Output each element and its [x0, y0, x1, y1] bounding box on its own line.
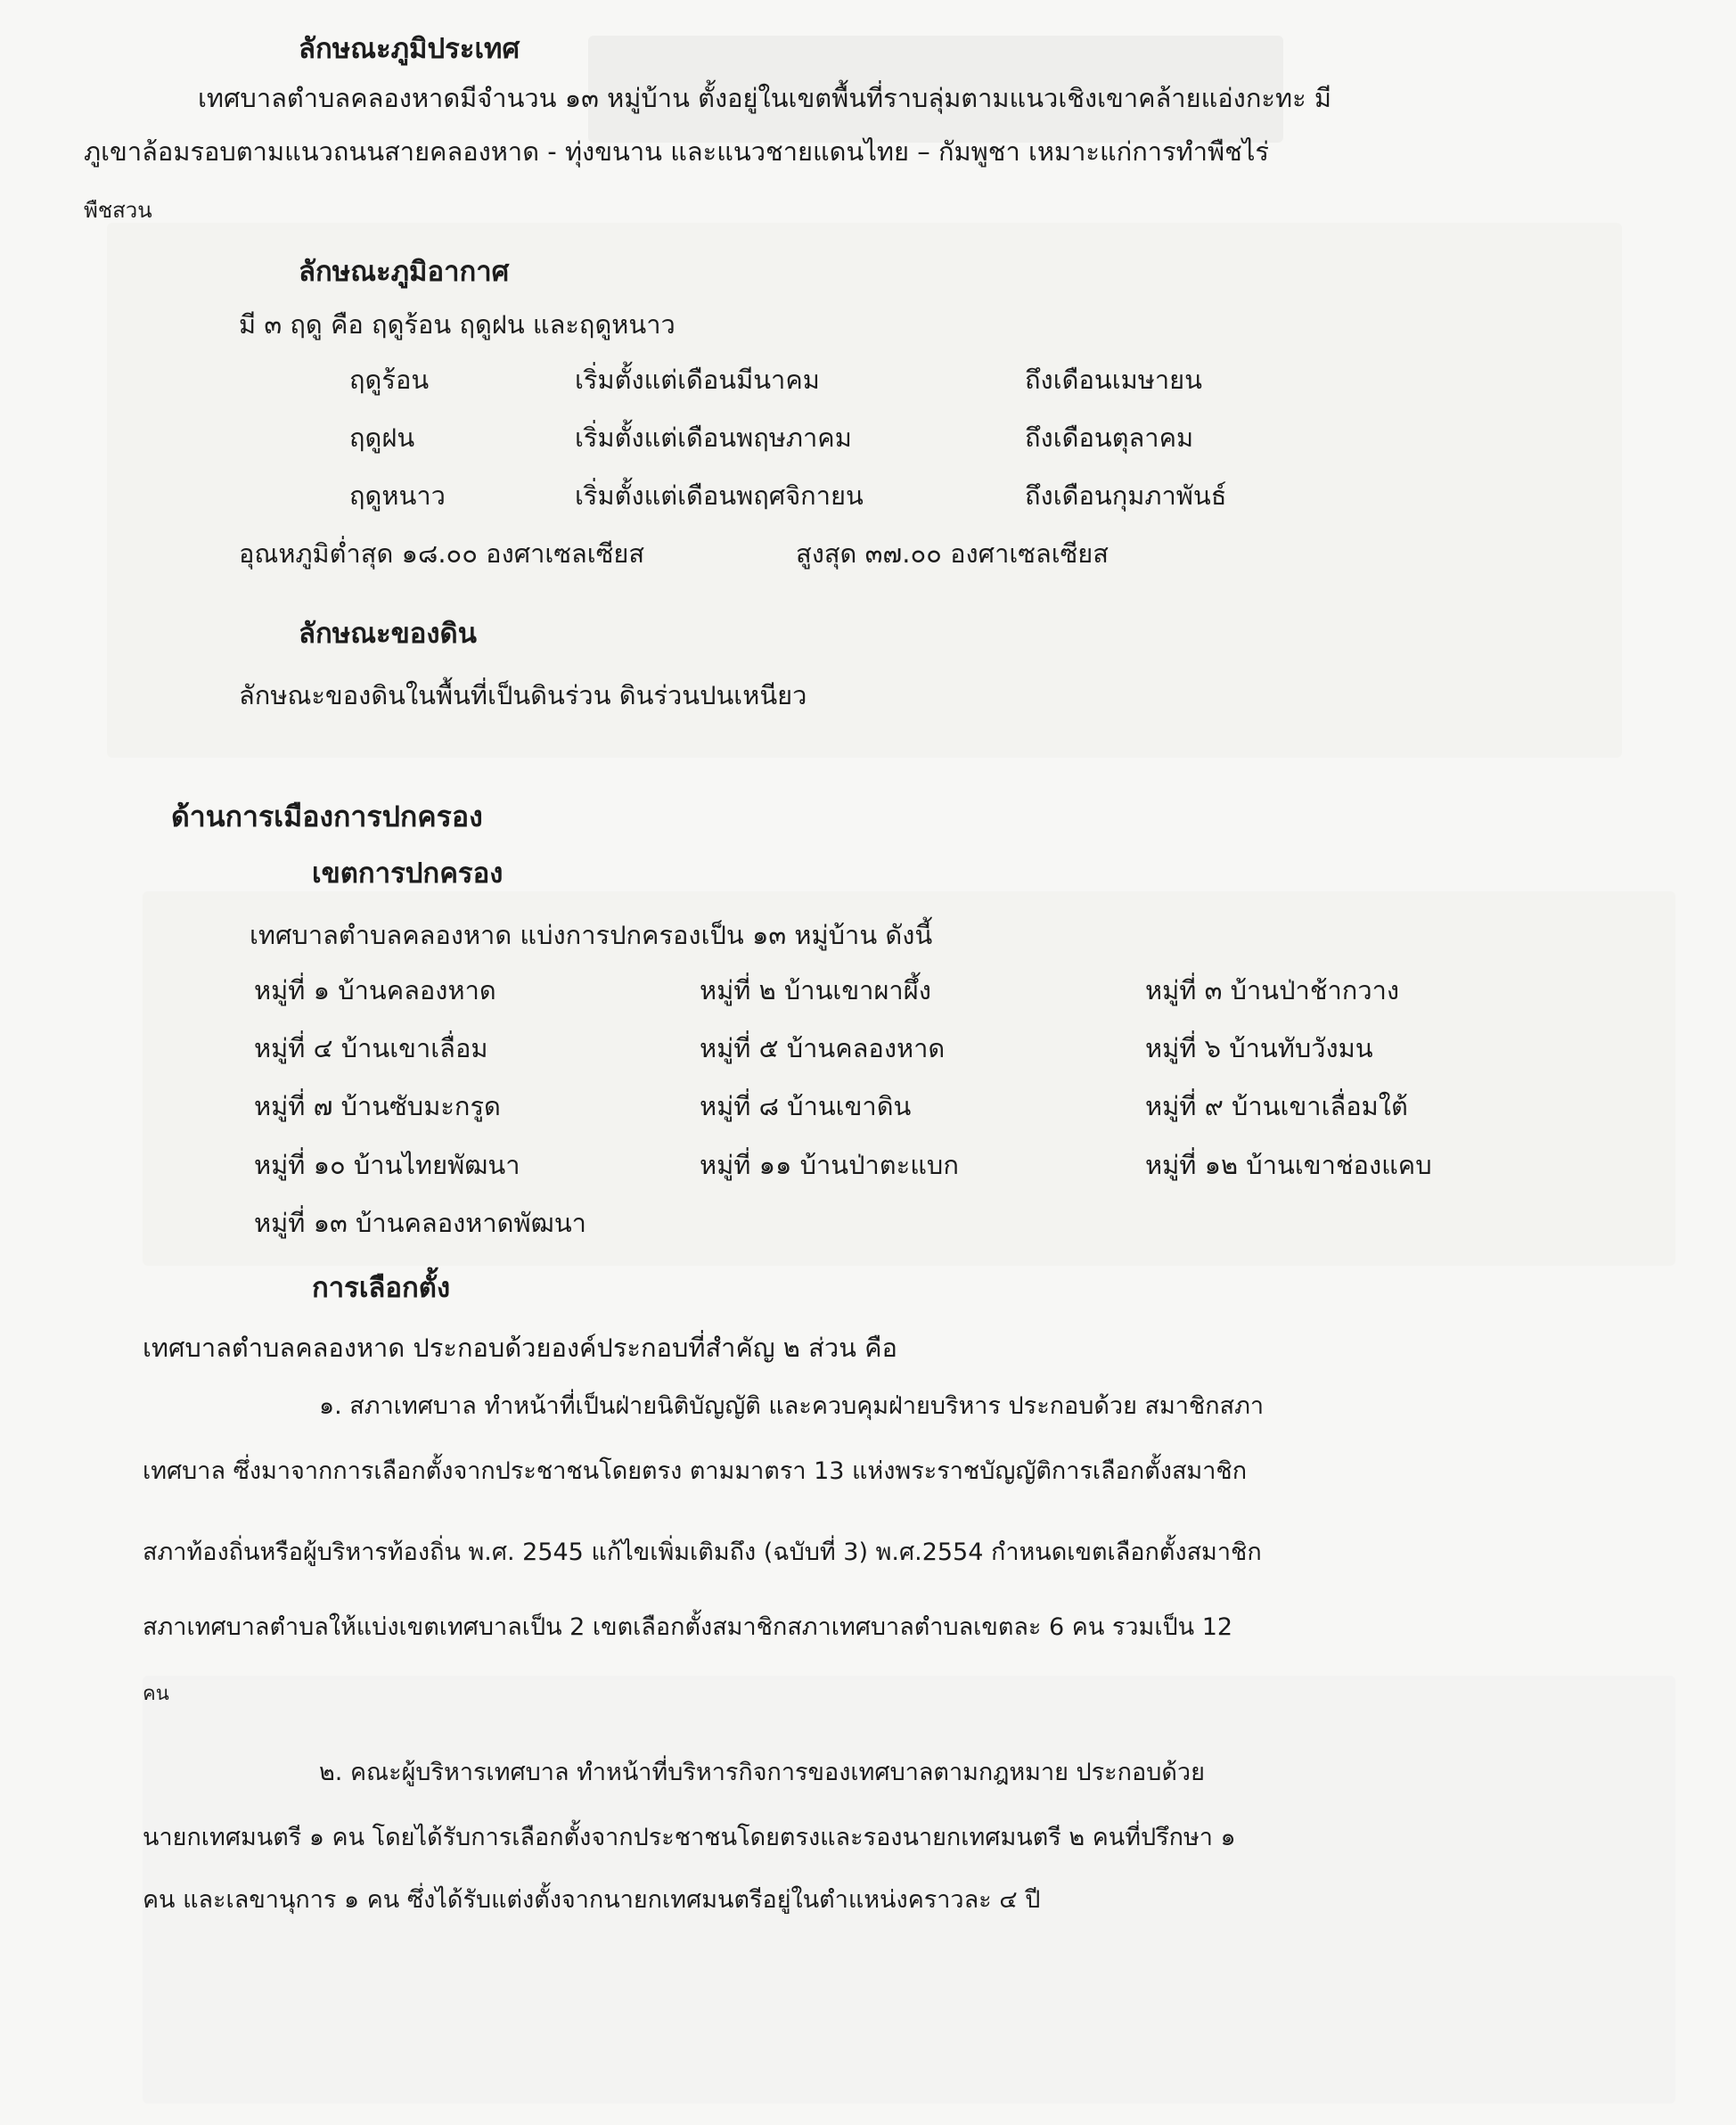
bleed-through-mark: [107, 223, 1622, 758]
heading-governance: ด้านการเมืองการปกครอง: [171, 800, 483, 833]
heading-topography: ลักษณะภูมิประเทศ: [299, 33, 520, 65]
village-item: หมู่ที่ ๓ บ้านป่าช้ากวาง: [1145, 975, 1400, 1005]
election-intro: เทศบาลตำบลคลองหาด ประกอบด้วยองค์ประกอบที่สำคัญ ๒ ส่วน คือ: [143, 1333, 897, 1363]
season-end: ถึงเดือนกุมภาพันธ์: [1025, 480, 1227, 511]
paragraph-line: ๑. สภาเทศบาล ทำหน้าที่เป็นฝ่ายนิติบัญญัติ และควบคุมฝ่ายบริหาร ประกอบด้วย สมาชิกสภา: [319, 1392, 1265, 1420]
village-item: หมู่ที่ ๕ บ้านคลองหาด: [700, 1033, 946, 1063]
heading-districts: เขตการปกครอง: [312, 857, 504, 890]
season-start: เริ่มตั้งแต่เดือนมีนาคม: [575, 365, 820, 395]
heading-election: การเลือกตั้ง: [312, 1272, 451, 1304]
temperature-max: สูงสุด ๓๗.๐๐ องศาเซลเซียส: [796, 538, 1110, 569]
districts-intro: เทศบาลตำบลคลองหาด แบ่งการปกครองเป็น ๑๓ หมู่บ้าน ดังนี้: [250, 920, 933, 950]
soil-text: ลักษณะของดินในพื้นที่เป็นดินร่วน ดินร่วนปนเหนียว: [239, 680, 807, 710]
paragraph-line: สภาท้องถิ่นหรือผู้บริหารท้องถิ่น พ.ศ. 2545 แก้ไขเพิ่มเติมถึง (ฉบับที่ 3) พ.ศ.2554 กำหนดเขตเลือกตั้งสมาชิก: [143, 1538, 1262, 1566]
village-item: หมู่ที่ ๗ บ้านซับมะกรูด: [254, 1091, 501, 1121]
village-item: หมู่ที่ ๑๐ บ้านไทยพัฒนา: [254, 1150, 520, 1180]
paragraph-line: ภูเขาล้อมรอบตามแนวถนนสายคลองหาด - ทุ่งขนาน และแนวชายแดนไทย – กัมพูชา เหมาะแก่การทำพืชไร่: [84, 136, 1269, 167]
paragraph-line: สภาเทศบาลตำบลให้แบ่งเขตเทศบาลเป็น 2 เขตเลือกตั้งสมาชิกสภาเทศบาลตำบลเขตละ 6 คน รวมเป็น 12: [143, 1613, 1233, 1641]
paragraph-line: คน และเลขานุการ ๑ คน ซึ่งได้รับแต่งตั้งจากนายกเทศมนตรีอยู่ในตำแหน่งคราวละ ๔ ปี: [143, 1886, 1041, 1914]
heading-soil: ลักษณะของดิน: [299, 618, 477, 650]
paragraph-line: เทศบาลตำบลคลองหาดมีจำนวน ๑๓ หมู่บ้าน ตั้งอยู่ในเขตพื้นที่ราบลุ่มตามแนวเชิงเขาคล้ายแอ่งกะทะ มี: [198, 83, 1331, 113]
village-item: หมู่ที่ ๘ บ้านเขาดิน: [700, 1091, 912, 1121]
village-item: หมู่ที่ ๑๒ บ้านเขาช่องแคบ: [1145, 1150, 1432, 1180]
village-item: หมู่ที่ ๔ บ้านเขาเลื่อม: [254, 1033, 488, 1063]
village-item: หมู่ที่ ๙ บ้านเขาเลื่อมใต้: [1145, 1091, 1408, 1121]
season-name: ฤดูฝน: [349, 423, 415, 453]
paragraph-line: นายกเทศมนตรี ๑ คน โดยได้รับการเลือกตั้งจากประชาชนโดยตรงและรองนายกเทศมนตรี ๒ คนที่ปรึกษา ๑: [143, 1824, 1236, 1851]
village-item: หมู่ที่ ๒ บ้านเขาผาผึ้ง: [700, 975, 931, 1005]
village-item: หมู่ที่ ๑ บ้านคลองหาด: [254, 975, 496, 1005]
season-start: เริ่มตั้งแต่เดือนพฤศจิกายน: [575, 480, 864, 511]
paragraph-line: เทศบาล ซึ่งมาจากการเลือกตั้งจากประชาชนโดยตรง ตามมาตรา 13 แห่งพระราชบัญญัติการเลือกตั้งสมาชิก: [143, 1457, 1248, 1485]
village-item: หมู่ที่ ๑๑ บ้านป่าตะแบก: [700, 1150, 959, 1180]
paragraph-line: คน: [143, 1683, 169, 1705]
season-end: ถึงเดือนเมษายน: [1025, 365, 1202, 395]
season-end: ถึงเดือนตุลาคม: [1025, 423, 1194, 453]
season-start: เริ่มตั้งแต่เดือนพฤษภาคม: [575, 423, 852, 453]
season-name: ฤดูร้อน: [349, 365, 430, 395]
heading-climate: ลักษณะภูมิอากาศ: [299, 256, 510, 288]
paragraph-line: ๒. คณะผู้บริหารเทศบาล ทำหน้าที่บริหารกิจการของเทศบาลตามกฎหมาย ประกอบด้วย: [319, 1759, 1205, 1786]
paragraph-line: พืชสวน: [84, 198, 152, 223]
season-name: ฤดูหนาว: [349, 480, 446, 511]
village-item: หมู่ที่ ๑๓ บ้านคลองหาดพัฒนา: [254, 1208, 586, 1238]
temperature-min: อุณหภูมิต่ำสุด ๑๘.๐๐ องศาเซลเซียส: [239, 538, 645, 569]
climate-intro: มี ๓ ฤดู คือ ฤดูร้อน ฤดูฝน และฤดูหนาว: [239, 309, 676, 340]
village-item: หมู่ที่ ๖ บ้านทับวังมน: [1145, 1033, 1373, 1063]
